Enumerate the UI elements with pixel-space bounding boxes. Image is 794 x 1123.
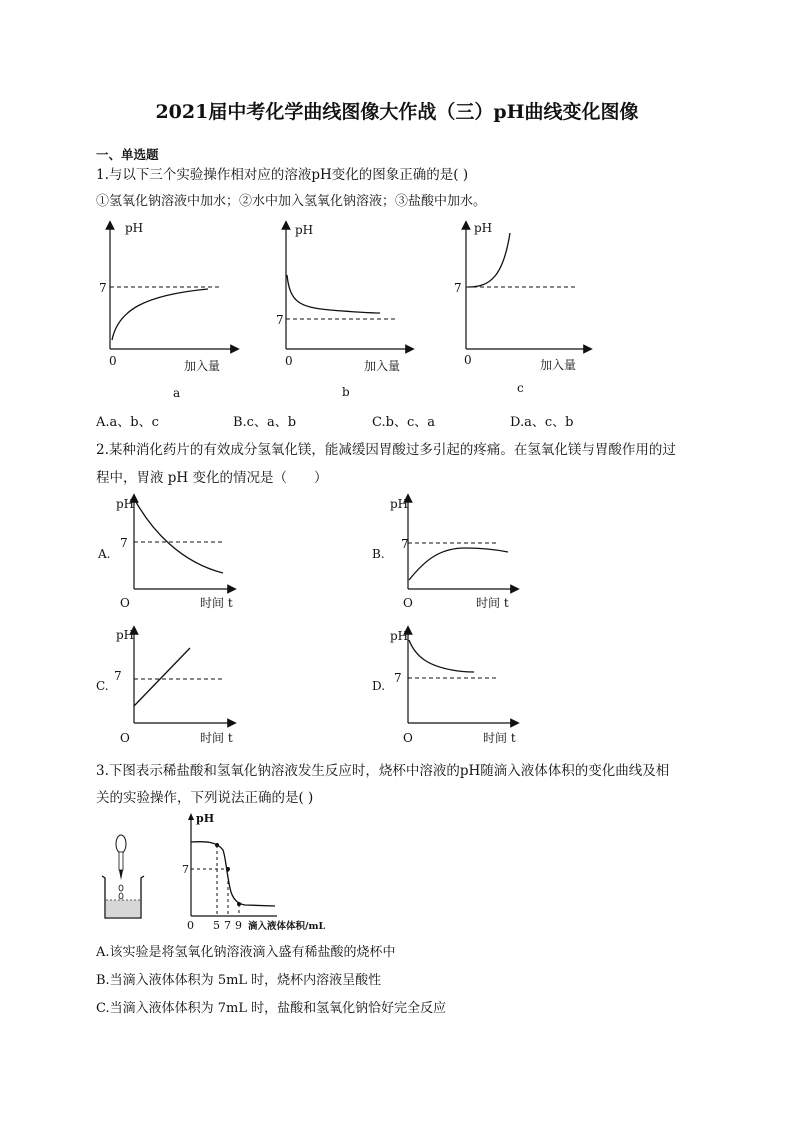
q2-stem-line2: 程中，胃液 pH 变化的情况是（ ）: [96, 470, 328, 486]
zero-label: 0: [464, 353, 472, 367]
curve-b: [409, 548, 508, 580]
x-label: 时间 t: [476, 596, 509, 610]
x-label: 时间 t: [200, 731, 233, 745]
x-label: 加入量: [184, 359, 221, 373]
q3-option-a[interactable]: A.该实验是将氢氧化钠溶液滴入盛有稀盐酸的烧杯中: [96, 945, 396, 960]
tick-5: 5: [213, 919, 220, 932]
ph-label: pH: [390, 497, 409, 511]
q1-option-d[interactable]: D.a、c、b: [510, 415, 574, 430]
q1-option-a[interactable]: A.a、b、c: [96, 415, 159, 430]
q1-sub: ①氢氧化钠溶液中加水；②水中加入氢氧化钠溶液；③盐酸中加水。: [96, 194, 487, 209]
q2-graph-a: [97, 497, 233, 610]
ph-label: pH: [295, 223, 314, 237]
section-heading: 一、单选题: [96, 147, 159, 162]
curve-a: [136, 502, 223, 573]
curve-b: [287, 275, 380, 313]
tick-7: 7: [224, 919, 231, 932]
q3-graph: [182, 812, 326, 932]
seven-label: 7: [276, 313, 284, 327]
seven-label: 7: [394, 671, 402, 685]
q3-option-c[interactable]: C.当滴入液体体积为 7mL 时，盐酸和氢氧化钠恰好完全反应: [96, 1001, 447, 1016]
ph-label: pH: [116, 628, 135, 642]
seven-label: 7: [120, 536, 128, 550]
x-label: 加入量: [364, 359, 401, 373]
curve-c: [134, 648, 190, 706]
ph-label: pH: [125, 221, 144, 235]
q1-option-b[interactable]: B.c、a、b: [233, 415, 297, 430]
titration-curve: [191, 842, 275, 906]
origin-label: O: [120, 731, 130, 745]
caption-a: a: [173, 386, 181, 400]
q1-graph-c: [454, 221, 588, 395]
seven-label: 7: [99, 281, 107, 295]
caption-b: b: [342, 385, 350, 399]
q1-option-c[interactable]: C.b、c、a: [372, 415, 435, 430]
origin-label: O: [403, 596, 413, 610]
point-7: [226, 867, 230, 871]
q3-figure: [95, 808, 345, 933]
ph-label: pH: [390, 629, 409, 643]
q2-graphs: [90, 490, 530, 750]
origin-label: O: [120, 596, 130, 610]
x-label: 时间 t: [200, 596, 233, 610]
option-letter-d[interactable]: D.: [372, 679, 386, 693]
x-label: 滴入液体体积/mL: [248, 921, 326, 932]
seven-label: 7: [114, 669, 122, 683]
dropper-icon: [116, 835, 126, 880]
curve-d: [409, 640, 474, 672]
q3-stem-line1: 3.下图表示稀盐酸和氢氧化钠溶液发生反应时，烧杯中溶液的pH随滴入液体体积的变化曲线及相: [96, 763, 670, 779]
ph-label: pH: [116, 497, 135, 511]
q1-graph-b: [276, 223, 410, 399]
origin-label: O: [403, 731, 413, 745]
q2-graph-b: [372, 497, 515, 610]
ph-label: pH: [474, 221, 493, 235]
zero-label: 0: [187, 919, 194, 932]
q3-stem-line2: 关的实验操作，下列说法正确的是( ): [96, 790, 314, 806]
page-title: 2021届中考化学曲线图像大作战（三）pH曲线变化图像: [155, 101, 639, 123]
ph-label: pH: [196, 812, 215, 825]
point-9: [237, 902, 241, 906]
curve-c: [468, 233, 510, 287]
zero-label: 0: [109, 354, 117, 368]
q2-graph-d: [372, 629, 516, 745]
seven-label: 7: [454, 281, 462, 295]
q2-graph-c: [96, 628, 233, 745]
caption-c: c: [517, 381, 524, 395]
curve-a: [112, 289, 208, 340]
seven-label: 7: [401, 537, 409, 551]
q2-stem-line1: 2.某种消化药片的有效成分氢氧化镁，能减缓因胃酸过多引起的疼痛。在氢氧化镁与胃酸作用的过: [96, 442, 676, 458]
option-letter-b[interactable]: B.: [372, 547, 385, 561]
x-label: 时间 t: [483, 731, 516, 745]
seven-label: 7: [182, 863, 189, 876]
tick-9: 9: [235, 919, 242, 932]
zero-label: 0: [285, 354, 293, 368]
q3-option-b[interactable]: B.当滴入液体体积为 5mL 时，烧杯内溶液呈酸性: [96, 973, 382, 988]
beaker-icon: [102, 876, 144, 918]
option-letter-a[interactable]: A.: [98, 547, 111, 561]
option-letter-c[interactable]: C.: [96, 679, 109, 693]
q1-stem: 1.与以下三个实验操作相对应的溶液pH变化的图象正确的是( ): [96, 167, 469, 183]
point-5: [215, 843, 219, 847]
q1-graph-a: [99, 221, 235, 400]
q1-graphs: [90, 215, 620, 400]
x-label: 加入量: [540, 358, 577, 372]
